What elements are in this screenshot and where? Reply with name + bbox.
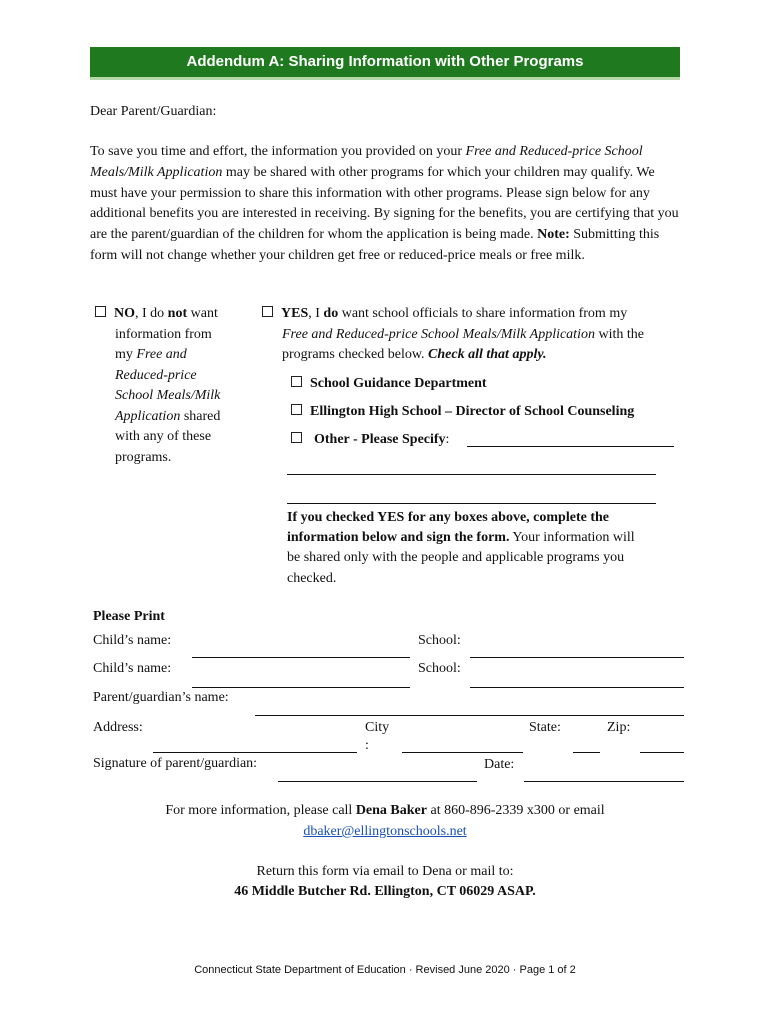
yes-checkbox[interactable] (262, 306, 273, 317)
date-label: Date: (484, 757, 515, 772)
intro-text-3: Submitting this form will not change whether your children get free or reduced-price meals or free milk. (90, 227, 660, 263)
please-print-heading: Please Print (93, 609, 165, 624)
no-text: , I do (135, 306, 168, 321)
other-specify-line-3[interactable] (287, 503, 656, 504)
if-yes-bold: information below and sign the form. (287, 530, 510, 545)
city-colon: : (365, 738, 369, 753)
yes-line-2 (282, 327, 644, 343)
parent-name-label: Parent/guardian’s name: (93, 690, 229, 705)
address-field[interactable] (153, 752, 357, 753)
contact-text-2: at 860-896-2339 x300 or email (426, 803, 605, 818)
other-specify-line-1[interactable] (467, 446, 674, 447)
no-checkbox[interactable] (95, 306, 106, 317)
no-text-2: want (187, 306, 218, 321)
if-yes-rest: Your information will (509, 530, 635, 545)
other-colon: : (445, 432, 450, 447)
school-field-1[interactable] (470, 657, 684, 658)
if-yes-line-4: checked. (287, 571, 337, 586)
program-label-guidance: School Guidance Department (310, 376, 487, 391)
yes-line-3 (282, 347, 547, 363)
date-field[interactable] (524, 781, 684, 782)
return-instruction: Return this form via email to Dena or mail to: (256, 864, 514, 879)
program-option-counseling[interactable] (291, 404, 634, 420)
zip-label: Zip: (607, 720, 631, 735)
no-line-2: information from (115, 327, 212, 342)
yes-line-2-plain: with the (594, 327, 644, 342)
yes-label: YES (281, 306, 309, 321)
program-label-counseling: Ellington High School – Director of School Counseling (310, 404, 635, 419)
no-line-3-italic: Free and (136, 347, 187, 362)
yes-text-2: want school officials to share information from my (338, 306, 628, 321)
city-label: City (365, 720, 390, 735)
state-label: State: (529, 720, 561, 735)
contact-name: Dena Baker (355, 803, 427, 818)
state-field[interactable] (573, 752, 600, 753)
note-label: Note: (537, 227, 570, 243)
counseling-checkbox[interactable] (291, 404, 302, 415)
no-not-text: not (167, 306, 188, 321)
contact-email-link[interactable]: dbaker@ellingtonschools.net (303, 824, 467, 839)
intro-paragraph (90, 142, 685, 267)
no-line-4: Reduced-price (115, 368, 197, 383)
other-checkbox[interactable] (291, 432, 302, 443)
yes-text: , I (308, 306, 324, 321)
yes-line-3-plain: programs checked below. (282, 347, 429, 362)
child-name-label-2: Child’s name: (93, 661, 172, 676)
school-label-2: School: (418, 661, 461, 676)
signature-label: Signature of parent/guardian: (93, 756, 258, 771)
zip-field[interactable] (640, 752, 684, 753)
parent-name-field[interactable] (255, 715, 684, 716)
no-line-7: with any of these (115, 429, 212, 444)
contact-text-1: For more information, please call (165, 803, 356, 818)
if-yes-line-3: be shared only with the people and applicable programs you (287, 550, 625, 565)
other-label: Other - Please Specify (314, 432, 446, 447)
school-label-1: School: (418, 633, 461, 648)
page-footer: Connecticut State Department of Education · Revised June 2020 · Page 1 of 2 (194, 964, 576, 976)
if-yes-line-2 (287, 530, 635, 546)
yes-do-text: do (323, 306, 339, 321)
greeting: Dear Parent/Guardian: (90, 104, 217, 119)
no-line-3-plain: my (115, 347, 137, 362)
child-name-field-2[interactable] (192, 687, 410, 688)
no-line-3 (115, 347, 187, 363)
other-specify-line-2[interactable] (287, 474, 656, 475)
page-title: Addendum A: Sharing Information with Other Programs (90, 47, 680, 80)
program-option-other[interactable] (291, 432, 449, 448)
intro-text-1: To save you time and effort, the information you provided on your (90, 144, 466, 159)
no-line-6-italic: Application (115, 409, 181, 424)
contact-line (0, 803, 770, 819)
school-field-2[interactable] (470, 687, 684, 688)
yes-application-name: Free and Reduced-price School Meals/Milk Application (282, 327, 595, 342)
child-name-label-1: Child’s name: (93, 633, 172, 648)
address-label: Address: (93, 720, 143, 735)
city-field[interactable] (402, 752, 523, 753)
mailing-address: 46 Middle Butcher Rd. Ellington, CT 06029 ASAP. (234, 884, 536, 899)
guidance-checkbox[interactable] (291, 376, 302, 387)
signature-field[interactable] (278, 781, 477, 782)
no-line-5: School Meals/Milk (115, 388, 221, 403)
intro-text-2: may be shared with other programs for which your children may qualify. We must have your permission to share this information with other programs. Please sign below for any additional benefits you are interested in receiving. By signing for the benefits, you are certifying that you are the parent/guardian of the children for whom the application is being made. (90, 164, 679, 243)
no-label: NO (114, 306, 135, 321)
no-line-8: programs. (115, 450, 172, 465)
if-yes-line-1: If you checked YES for any boxes above, complete the (287, 510, 609, 525)
intro-application-name: Free and Reduced-price School Meals/Milk Application (90, 144, 643, 180)
no-line-6-plain: shared (180, 409, 221, 424)
child-name-field-1[interactable] (192, 657, 410, 658)
no-line-6 (115, 409, 220, 425)
check-all-note: Check all that apply. (428, 347, 547, 362)
program-option-guidance[interactable] (291, 376, 487, 392)
